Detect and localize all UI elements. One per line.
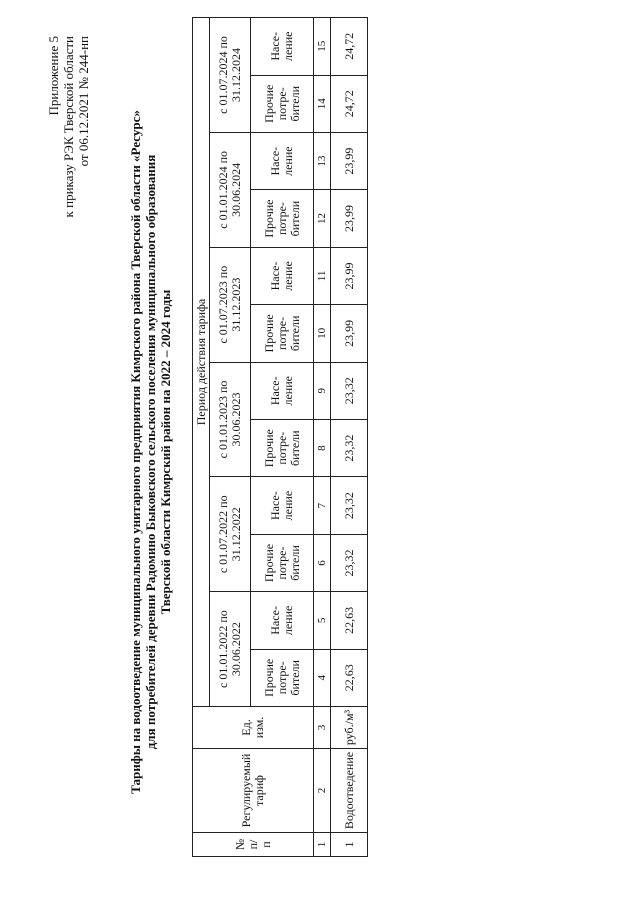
tariff-value: 22,63	[331, 592, 368, 649]
subheader-other: Прочие потре- бители	[251, 190, 314, 247]
subheader-population: Насе- ление	[251, 477, 314, 534]
column-number: 10	[314, 305, 331, 362]
appendix-line-1: Приложение 5	[46, 36, 61, 116]
document-title	[128, 2, 173, 902]
period-header: с 01.01.2022 по 30.06.2022	[210, 592, 251, 707]
tariff-value: 23,32	[331, 477, 368, 534]
period-header: с 01.01.2024 по 30.06.2024	[210, 132, 251, 247]
title-line-1: Тарифы на водоотведение муниципального унитарного предприятия Кимрского района Тверской области «Ресурс»	[128, 110, 143, 794]
column-number: 1	[314, 833, 331, 857]
subheader-other: Прочие потре- бители	[251, 649, 314, 706]
tariff-value: 22,63	[331, 649, 368, 706]
column-number: 11	[314, 247, 331, 304]
subheader-population: Насе- ление	[251, 362, 314, 419]
tariff-value: 23,99	[331, 247, 368, 304]
tariff-value: 23,99	[331, 190, 368, 247]
column-number: 12	[314, 190, 331, 247]
row-num: 1	[331, 833, 368, 857]
tariff-value: 23,32	[331, 534, 368, 591]
column-number: 13	[314, 132, 331, 189]
header-num: № п/ п	[193, 833, 314, 857]
period-header: с 01.07.2022 по 31.12.2022	[210, 477, 251, 592]
header-tariff: Регулируемый тариф	[193, 749, 314, 833]
subheader-population: Насе- ление	[251, 18, 314, 76]
appendix-note	[46, 36, 91, 217]
period-header: с 01.07.2024 по 31.12.2024	[210, 18, 251, 133]
column-number-row	[314, 18, 331, 857]
tariff-value: 23,32	[331, 362, 368, 419]
appendix-line-3: от 06.12.2021 № 244-нп	[76, 36, 91, 167]
column-number: 5	[314, 592, 331, 649]
header-period: Период действия тарифа	[193, 18, 210, 707]
appendix-line-2: к приказу РЭК Тверской области	[61, 36, 76, 218]
tariff-value: 24,72	[331, 75, 368, 132]
column-number: 6	[314, 534, 331, 591]
column-number: 8	[314, 419, 331, 476]
subheader-other: Прочие потре- бители	[251, 419, 314, 476]
title-line-2: для потребителей деревни Радомино Быковского сельского поселения муниципального образования	[143, 154, 158, 750]
subheader-population: Насе- ление	[251, 247, 314, 304]
column-number: 14	[314, 75, 331, 132]
tariff-table	[192, 17, 368, 857]
tariff-value: 23,99	[331, 305, 368, 362]
table-row	[331, 18, 368, 857]
tariff-value: 23,99	[331, 132, 368, 189]
tariff-value: 24,72	[331, 18, 368, 76]
row-unit: руб./м³	[331, 707, 368, 749]
column-number: 3	[314, 707, 331, 749]
column-number: 2	[314, 749, 331, 833]
subheader-other: Прочие потре- бители	[251, 534, 314, 591]
header-unit: Ед. изм.	[193, 707, 314, 749]
column-number: 15	[314, 18, 331, 76]
period-header: с 01.07.2023 по 31.12.2023	[210, 247, 251, 362]
period-header: с 01.01.2023 по 30.06.2023	[210, 362, 251, 477]
subheader-other: Прочие потре- бители	[251, 75, 314, 132]
column-number: 7	[314, 477, 331, 534]
subheader-population: Насе- ление	[251, 132, 314, 189]
rotated-content	[20, 2, 620, 902]
tariff-value: 23,32	[331, 419, 368, 476]
subheader-population: Насе- ление	[251, 592, 314, 649]
column-number: 9	[314, 362, 331, 419]
subheader-other: Прочие потре- бители	[251, 305, 314, 362]
column-number: 4	[314, 649, 331, 706]
title-line-3: Тверской области Кимрский район на 2022 – 2024 годы	[158, 289, 173, 615]
row-tariff-name: Водоотведение	[331, 749, 368, 833]
